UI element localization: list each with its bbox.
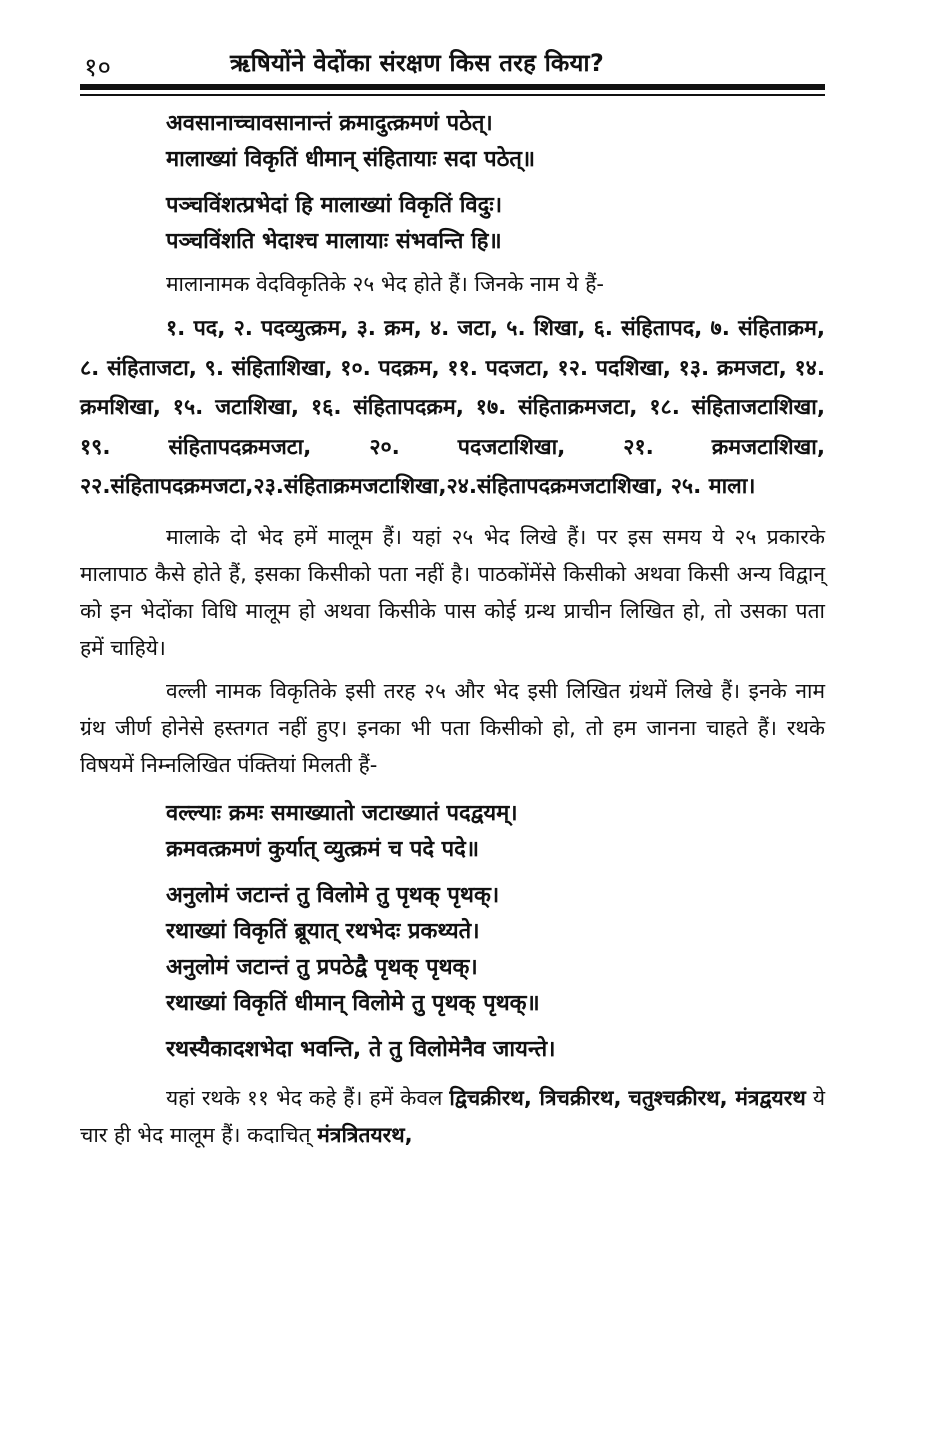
verse-line: अनुलोमं जटान्तं तु प्रपठेद्वै पृथक् पृथक्। bbox=[166, 954, 478, 980]
ratha-term: चतुश्चक्रीरथ, मंत्रद्वयरथ bbox=[628, 1085, 806, 1110]
verse-line: पञ्चविंशति भेदाश्च मालायाः संभवन्ति हि॥ bbox=[166, 229, 502, 254]
page-number: १० bbox=[84, 53, 112, 83]
page-header bbox=[80, 40, 825, 84]
verse-line: रथाख्यां विकृतिं धीमान् विलोमे तु पृथक् पृथक्॥ bbox=[166, 990, 540, 1016]
verse-line: अवसानाच्चावसानान्तं क्रमादुत्क्रमणं पठेत्। bbox=[166, 111, 493, 136]
verse-block-1 bbox=[80, 106, 825, 178]
ratha-term: मंत्रत्रितयरथ, bbox=[317, 1122, 413, 1147]
ratha-text: ये चार ही भेद मालूम हैं। कदाचित् bbox=[80, 1085, 826, 1147]
paragraph-mala: मालाके दो भेद हमें मालूम हैं। यहां २५ भेद लिखे हैं। पर इस समय ये २५ प्रकारके मालापाठ कैसे होते हैं, इसका किसीको पता नहीं है। पाठकोंमेंसे किसीको अथवा किसी अन्य विद्वान् को इन भेदोंका विधि मालूम हो अथवा किसीके पास कोई ग्रन्थ प्राचीन लिखित हो, तो उसका पता हमें चाहिये। bbox=[80, 524, 825, 660]
running-title: ऋषियोंने वेदोंका संरक्षण किस तरह किया? bbox=[230, 49, 604, 77]
header-rule-thick bbox=[80, 84, 825, 90]
page-body bbox=[80, 106, 825, 1154]
intro-line: मालानामक वेदविकृतिके २५ भेद होते हैं। जिनके नाम ये हैं- bbox=[166, 272, 604, 296]
paragraph-ratha bbox=[80, 1080, 825, 1154]
verse-block-2 bbox=[80, 188, 825, 260]
verse-line: क्रमवत्क्रमणं कुर्यात् व्युत्क्रमं च पदे पदे॥ bbox=[166, 836, 480, 862]
verse-block-5 bbox=[80, 1032, 825, 1068]
mala-variants-list: १. पद, २. पदव्युत्क्रम, ३. क्रम, ४. जटा, ५. शिखा, ६. संहितापद, ७. संहिताक्रम, ८. संहिताजटा, ९. संहिताशिखा, १०. पदक्रम, ११. पदजटा, १२. पदशिखा, १३. क्रमजटा, १४. क्रमशिखा, १५. जटाशिखा, १६. संहितापदक्रम, १७. संहिताक्रमजटा, १८. संहिताजटाशिखा, १९. संहितापदक्रमजटा, २०. पदजटाशिखा, २१. क्रमजटाशिखा, २२.संहितापदक्रमजटा,२३.संहिताक्रमजटाशिखा,२४.संहितापदक्रमजटाशिखा, २५. माला। bbox=[80, 316, 825, 499]
verse-line: रथाख्यां विकृतिं ब्रूयात् रथभेदः प्रकथ्यते। bbox=[166, 918, 480, 944]
verse-block-3 bbox=[80, 796, 825, 868]
ratha-term: द्विचक्रीरथ, त्रिचक्रीरथ, bbox=[449, 1085, 622, 1110]
verse-line: मालाख्यां विकृतिं धीमान् संहितायाः सदा पठेत्॥ bbox=[166, 147, 536, 172]
ratha-text: यहां रथके ११ भेद कहे हैं। हमें केवल bbox=[166, 1085, 450, 1110]
paragraph-valli: वल्ली नामक विकृतिके इसी तरह २५ और भेद इसी लिखित ग्रंथमें लिखे हैं। इनके नाम ग्रंथ जीर्ण होनेसे हस्तगत नहीं हुए। इनका भी पता किसीको हो, तो हम जानना चाहते हैं। रथके विषयमें निम्नलिखित पंक्तियां मिलती हैं- bbox=[80, 678, 825, 777]
verse-line: पञ्चविंशत्प्रभेदां हि मालाख्यां विकृतिं विदुः। bbox=[166, 193, 503, 218]
verse-block-4 bbox=[80, 878, 825, 1022]
verse-line: रथस्यैकादशभेदा भवन्ति, ते तु विलोमेनैव जायन्ते। bbox=[166, 1036, 556, 1062]
verse-line: अनुलोमं जटान्तं तु विलोमे तु पृथक् पृथक्। bbox=[166, 882, 500, 908]
header-rule-thin bbox=[80, 94, 825, 96]
verse-line: वल्ल्याः क्रमः समाख्यातो जटाख्यातं पदद्वयम्। bbox=[166, 800, 518, 826]
